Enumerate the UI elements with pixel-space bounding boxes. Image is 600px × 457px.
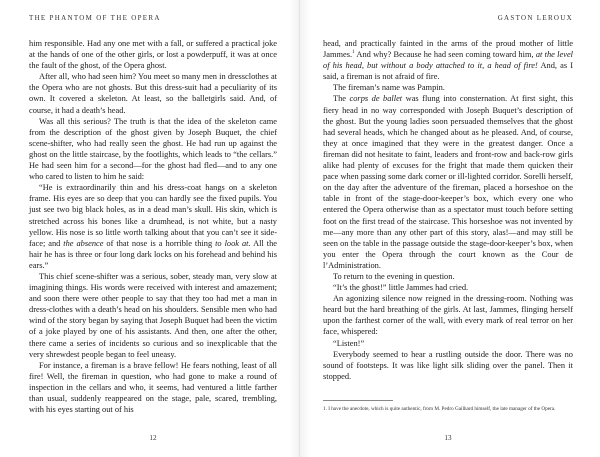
running-head-title: THE PHANTOM OF THE OPERA xyxy=(29,14,161,22)
footnote: 1. I have the anecdote, which is quite authentic, from M. Pedro Gailhard himself, the late manager of the Opera. xyxy=(323,406,556,412)
running-head-author: GASTON LEROUX xyxy=(497,14,573,22)
paragraph: An agonizing silence now reigned in the dressing-room. Nothing was heard but the hard breathing of the girls. At last, Jammes, flinging herself upon the farthest corner of the wall, with every mark of real terror on her face, whispered: xyxy=(323,294,573,337)
gutter-shadow xyxy=(289,0,299,457)
footnote-marker: 1 xyxy=(352,50,355,56)
footnote-rule xyxy=(323,400,393,401)
quote-text: “He is extraordinarily thin and his dress-coat hangs on a skeleton frame. His eyes are so deep that you can hardly see the fixed pupils. You just see two big black holes, as in a dead man’s skull. His skin, which is stretched across his bones like a drumhead, is not white, but a nasty yellow. His nose is so little worth talking about that you can’t see it side-face; and xyxy=(29,183,277,248)
paragraph: This chief scene-shifter was a serious, sober, steady man, very slow at imagining things. His words were received with interest and amazement; and soon there were other people to say that they too had met a man in dress-clothes with a death’s head on his shoulders. Sensible men who had wind of the story began by saying that Joseph Buquet had been the victim of a joke played by one of his assistants. And then, one after the other, there came a series of incidents so curious and so inexplicable that the very shrewdest people began to feel uneasy. xyxy=(29,271,277,359)
paragraph: Was all this serious? The truth is that the idea of the skeleton came from the description of the ghost given by Joseph Buquet, the chief scene-shifter, who had really seen the ghost. He had run up against the ghost on the little staircase, by the footlights, which leads to “the cellars.” He had seen him for a second—for the ghost had fled—and to any one who cared to listen to him he said: xyxy=(29,116,277,182)
italic-phrase: at the level of his head, but without a body attached to it, a head of fire! xyxy=(323,50,573,71)
right-page-body xyxy=(323,38,573,382)
text-run: And why? Because he had seen coming toward him, xyxy=(354,50,536,60)
text-run: And, as I said, a fireman is not afraid of fire. xyxy=(323,61,573,82)
text-run: head, and practically fainted in the arms of the proud mother of little Jammes. xyxy=(323,39,573,60)
quote-text: of that nose is a horrible thing xyxy=(103,238,216,248)
italic-phrase: to look at. xyxy=(215,238,251,248)
italic-phrase: the absence xyxy=(63,238,104,248)
paragraph xyxy=(323,93,573,271)
paragraph-quote xyxy=(29,182,277,271)
italic-phrase: corps de ballet xyxy=(349,94,403,104)
gutter-shadow xyxy=(300,0,310,457)
paragraph: Everybody seemed to hear a rustling outside the door. There was no sound of footsteps. It was like light silk sliding over the panel. Then it stopped. xyxy=(323,349,573,381)
paragraph: “Listen!” xyxy=(333,338,365,348)
text-run: The xyxy=(333,94,350,104)
paragraph: The fireman’s name was Pampin. xyxy=(333,83,445,93)
left-page-body xyxy=(29,38,277,415)
paragraph: “It’s the ghost!” little Jammes had cried. xyxy=(333,283,469,293)
paragraph: For instance, a fireman is a brave fellow! He fears nothing, least of all fire! Well, the fireman in question, who had gone to make a round of inspection in the cellars and who, it seems, had ventured a little farther than usual, suddenly reappeared on the stage, pale, scared, trembling, with his eyes starting out of his xyxy=(29,360,277,415)
paragraph: To return to the evening in question. xyxy=(333,271,455,281)
paragraph: After all, who had seen him? You meet so many men in dressclothes at the Opera who are not ghosts. But this dress-suit had a peculiarity of its own. It covered a skeleton. At least, so the balletgirls said. And, of course, it had a death’s head. xyxy=(29,72,277,115)
quote-text: All the hair he has is three or four long dark locks on his forehead and behind his ears.” xyxy=(29,238,277,270)
paragraph: him responsible. Had any one met with a fall, or suffered a practical joke at the hands of one of the other girls, or lost a powderpuff, it was at once the fault of the ghost, of the Opera ghost. xyxy=(29,39,277,71)
page-number: 12 xyxy=(149,434,157,442)
page-number: 13 xyxy=(444,434,452,442)
text-run: was flung into consternation. At first sight, this fiery head in no way corresponded with Joseph Buquet’s description of the ghost. But the young ladies soon persuaded themselves that the ghost had several heads, which he changed about as he pleased. And, of course, they at once imagined that they were in the greatest danger. Once a fireman did not hesitate to faint, leaders and front-row and back-row girls alike had plenty of excuses for the fright that made them quicken their pace when passing some dark corner or ill-lighted corridor. Sorelli herself, on the day after the adventure of the fireman, placed a horseshoe on the table in front of the stage-door-keeper’s box, which every one who entered the Opera otherwise than as a spectator must touch before setting foot on the first tread of the staircase. This horseshoe was not invented by me—any more than any other part of this story, alas!—and may still be seen on the table in the passage outside the stage-door-keeper’s box, when you enter the Opera through the court known as the Cour de l’Administration. xyxy=(323,94,574,270)
paragraph xyxy=(323,38,573,82)
right-page xyxy=(300,0,600,457)
